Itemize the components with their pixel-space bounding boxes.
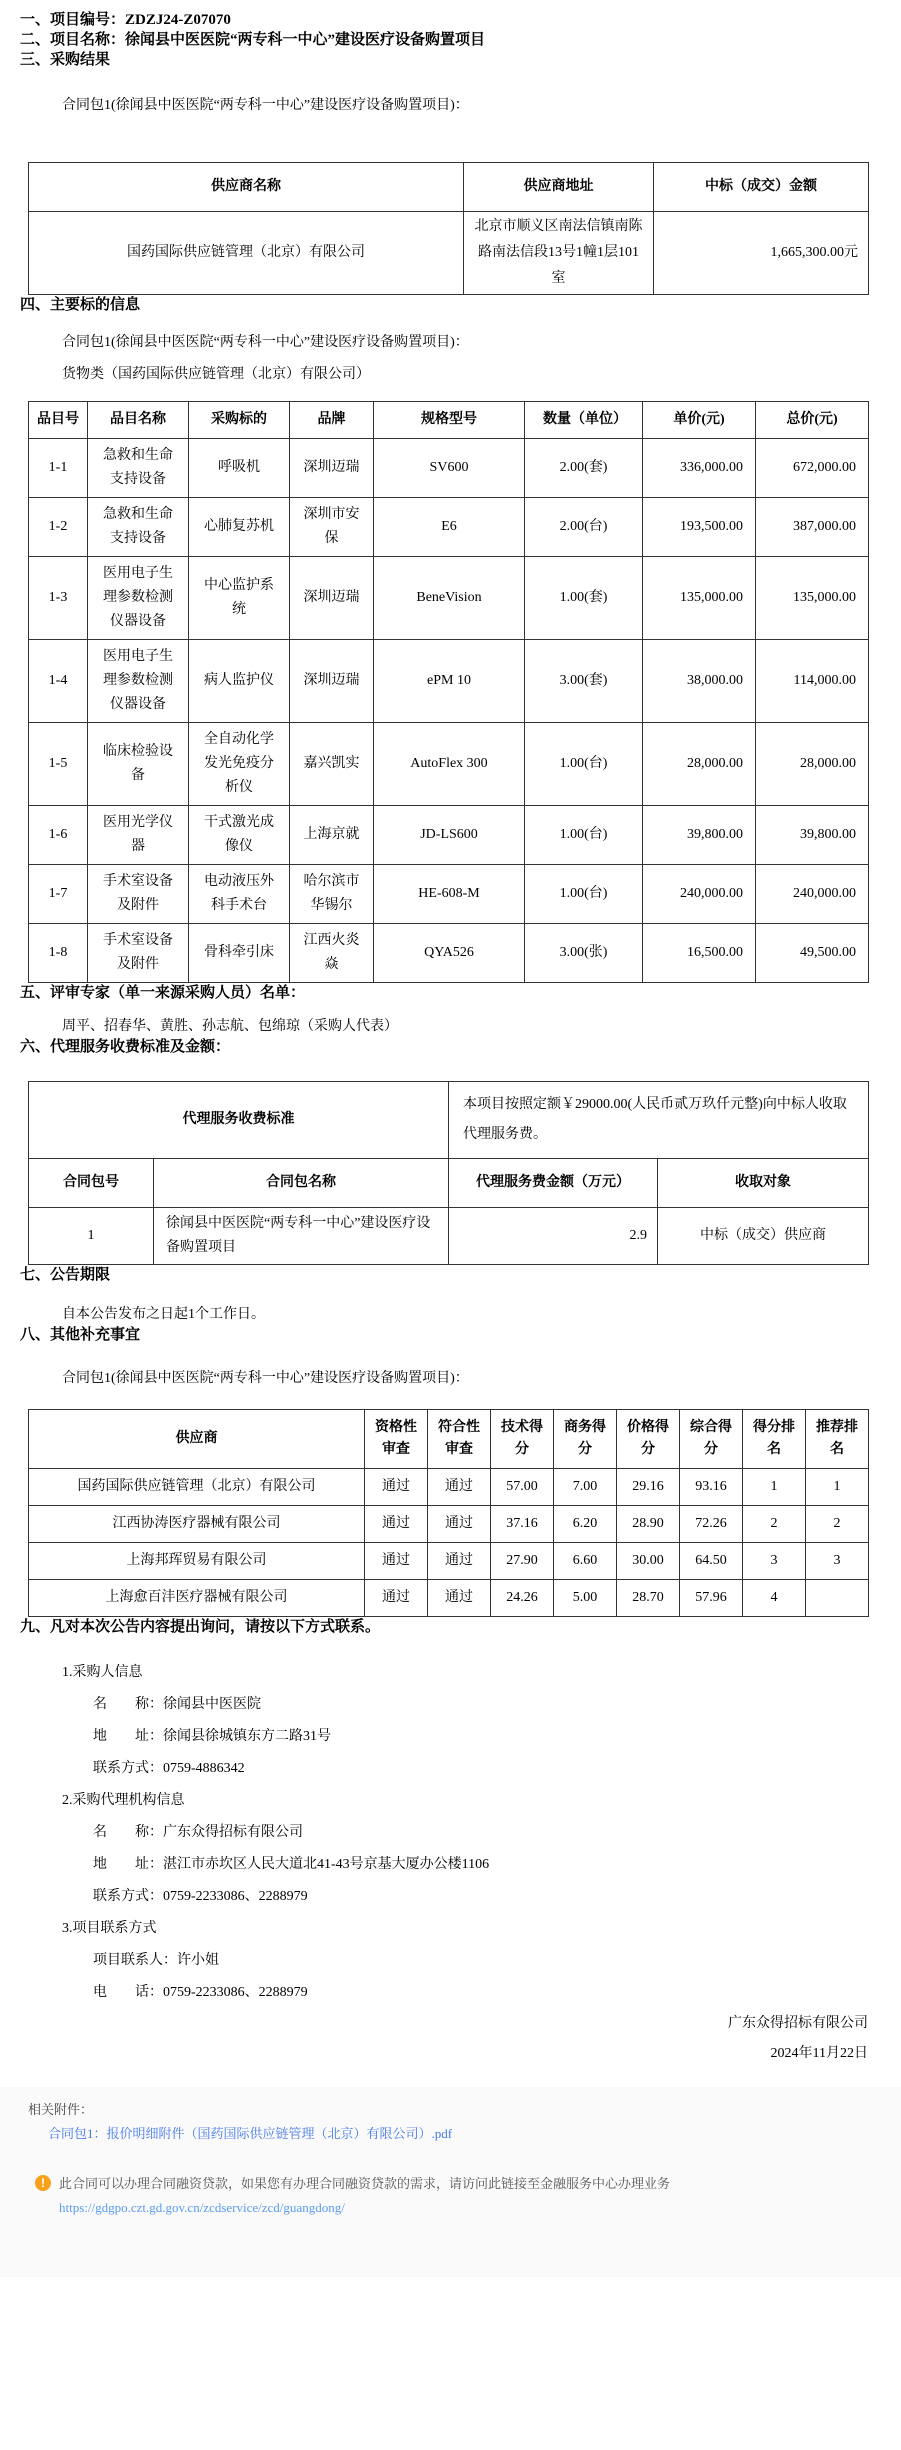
items-col-brand: 品牌: [290, 402, 374, 439]
table-cell: 37.16: [491, 1506, 554, 1543]
table-cell: ePM 10: [374, 640, 525, 723]
items-col-subject: 采购标的: [189, 402, 290, 439]
table-cell: 2: [806, 1506, 869, 1543]
table-cell: 国药国际供应链管理（北京）有限公司: [29, 1469, 365, 1506]
items-col-unit-price: 单价(元): [643, 402, 756, 439]
table-cell: 6.20: [554, 1506, 617, 1543]
project-contact-person-line: 项目联系人：许小姐: [93, 1953, 219, 1968]
supplier-name-cell: 国药国际供应链管理（北京）有限公司: [29, 212, 464, 295]
score-col-supplier: 供应商: [29, 1410, 365, 1469]
finance-service-link[interactable]: https://gdgpo.czt.gd.gov.cn/zcdservice/zcd/guangdong/: [59, 2200, 345, 2215]
agency-col-package-name: 合同包名称: [154, 1159, 449, 1208]
table-cell: 手术室设备及附件: [88, 865, 189, 924]
table-cell: 心肺复苏机: [189, 498, 290, 557]
table-cell: [806, 1580, 869, 1617]
table-cell: 骨科牵引床: [189, 924, 290, 983]
table-cell: 通过: [428, 1506, 491, 1543]
table-cell: 7.00: [554, 1469, 617, 1506]
table-cell: 通过: [428, 1469, 491, 1506]
section-2-project-name: 二、项目名称：徐闻县中医医院“两专科一中心”建设医疗设备购置项目: [20, 32, 486, 48]
table-cell: 57.96: [680, 1580, 743, 1617]
score-col-technical-score: 技术得分: [491, 1410, 554, 1469]
table-row: [29, 557, 869, 640]
table-cell: 呼吸机: [189, 439, 290, 498]
table-cell: AutoFlex 300: [374, 723, 525, 806]
table-cell: 64.50: [680, 1543, 743, 1580]
table-cell: 1.00(台): [525, 723, 643, 806]
table-cell: 1-2: [29, 498, 88, 557]
package-name-cell: 徐闻县中医医院“两专科一中心”建设医疗设备购置项目: [154, 1208, 449, 1265]
section-4-category-line: 货物类（国药国际供应链管理（北京）有限公司）: [62, 367, 370, 382]
table-row: [29, 924, 869, 983]
table-cell: 1-7: [29, 865, 88, 924]
table-cell: 4: [743, 1580, 806, 1617]
section-8-title: 八、其他补充事宜: [20, 1327, 141, 1343]
table-cell: 24.26: [491, 1580, 554, 1617]
result-col-supplier-address: 供应商地址: [464, 163, 654, 212]
project-contact-heading: 3.项目联系方式: [62, 1921, 157, 1936]
agency-fee-standard-row: [29, 1082, 869, 1159]
table-cell: 135,000.00: [643, 557, 756, 640]
table-cell: QYA526: [374, 924, 525, 983]
table-cell: 2.00(台): [525, 498, 643, 557]
fee-amount-cell: 2.9: [449, 1208, 658, 1265]
section-5-title: 五、评审专家（单一来源采购人员）名单：: [20, 985, 306, 1001]
table-cell: 1-3: [29, 557, 88, 640]
result-col-supplier-name: 供应商名称: [29, 163, 464, 212]
score-table-body: [29, 1469, 869, 1617]
items-col-item-name: 品目名称: [88, 402, 189, 439]
attachment-link[interactable]: 合同包1：报价明细附件（国药国际供应链管理（北京）有限公司）.pdf: [48, 2126, 453, 2141]
table-row: [29, 1580, 869, 1617]
table-row: [29, 498, 869, 557]
table-cell: 240,000.00: [643, 865, 756, 924]
table-cell: 6.60: [554, 1543, 617, 1580]
table-cell: 27.90: [491, 1543, 554, 1580]
table-cell: 通过: [365, 1580, 428, 1617]
table-cell: 39,800.00: [643, 806, 756, 865]
table-cell: 急救和生命支持设备: [88, 498, 189, 557]
items-table: [28, 401, 869, 983]
table-cell: 全自动化学发光免疫分析仪: [189, 723, 290, 806]
table-cell: 手术室设备及附件: [88, 924, 189, 983]
table-cell: 3: [806, 1543, 869, 1580]
agency-fee-table: [28, 1081, 869, 1265]
table-cell: 上海愈百沣医疗器械有限公司: [29, 1580, 365, 1617]
items-col-total-price: 总价(元): [756, 402, 869, 439]
table-cell: 2: [743, 1506, 806, 1543]
footer-area: [0, 2087, 901, 2277]
section-6-title: 六、代理服务收费标准及金额：: [20, 1039, 231, 1055]
table-cell: 通过: [365, 1506, 428, 1543]
fee-standard-text-cell: 本项目按照定额￥29000.00(人民币贰万玖仟元整)向中标人收取代理服务费。: [449, 1082, 869, 1159]
table-cell: 114,000.00: [756, 640, 869, 723]
items-col-model: 规格型号: [374, 402, 525, 439]
attachments-label: 相关附件：: [28, 2102, 94, 2117]
table-cell: 28,000.00: [756, 723, 869, 806]
table-cell: 672,000.00: [756, 439, 869, 498]
exclamation-icon: !: [35, 2175, 51, 2191]
table-row: [29, 865, 869, 924]
items-col-item-no: 品目号: [29, 402, 88, 439]
table-row: [29, 439, 869, 498]
score-col-qualification-review: 资格性审查: [365, 1410, 428, 1469]
table-cell: 嘉兴凯实: [290, 723, 374, 806]
table-cell: 1: [806, 1469, 869, 1506]
result-col-award-amount: 中标（成交）金额: [654, 163, 869, 212]
table-cell: 急救和生命支持设备: [88, 439, 189, 498]
score-col-business-score: 商务得分: [554, 1410, 617, 1469]
result-table-header-row: [29, 163, 869, 212]
expert-names-line: 周平、招春华、黄胜、孙志航、包绵琼（采购人代表）: [62, 1019, 398, 1034]
table-row: [29, 212, 869, 295]
table-row: [29, 640, 869, 723]
table-cell: 病人监护仪: [189, 640, 290, 723]
table-cell: 1-5: [29, 723, 88, 806]
table-cell: 哈尔滨市华锡尔: [290, 865, 374, 924]
table-cell: 135,000.00: [756, 557, 869, 640]
section-3-title: 三、采购结果: [20, 52, 111, 68]
table-cell: 1.00(套): [525, 557, 643, 640]
agency-col-charged-party: 收取对象: [658, 1159, 869, 1208]
table-cell: 57.00: [491, 1469, 554, 1506]
table-cell: 72.26: [680, 1506, 743, 1543]
score-table-header-row: [29, 1410, 869, 1469]
purchaser-info-heading: 1.采购人信息: [62, 1665, 143, 1680]
table-cell: 通过: [428, 1580, 491, 1617]
table-cell: 1.00(台): [525, 865, 643, 924]
table-cell: 医用电子生理参数检测仪器设备: [88, 640, 189, 723]
agency-address-line: 地 址：湛江市赤坎区人民大道北41-43号京基大厦办公楼1106: [93, 1857, 490, 1872]
table-cell: 93.16: [680, 1469, 743, 1506]
table-cell: 电动液压外科手术台: [189, 865, 290, 924]
table-cell: 49,500.00: [756, 924, 869, 983]
table-cell: 通过: [365, 1543, 428, 1580]
table-cell: 16,500.00: [643, 924, 756, 983]
items-table-header-row: [29, 402, 869, 439]
award-amount-cell: 1,665,300.00元: [654, 212, 869, 295]
supplier-address-cell: 北京市顺义区南法信镇南陈路南法信段13号1幢1层101室: [464, 212, 654, 295]
table-row: [29, 1469, 869, 1506]
table-cell: 1.00(台): [525, 806, 643, 865]
table-cell: 29.16: [617, 1469, 680, 1506]
signature-org: 广东众得招标有限公司: [728, 2016, 868, 2031]
score-col-score-rank: 得分排名: [743, 1410, 806, 1469]
table-row: [29, 1506, 869, 1543]
table-row: [29, 1543, 869, 1580]
fee-standard-label-cell: 代理服务收费标准: [29, 1082, 449, 1159]
table-cell: 28.90: [617, 1506, 680, 1543]
items-table-body: [29, 439, 869, 983]
table-cell: 医用光学仪器: [88, 806, 189, 865]
table-cell: 38,000.00: [643, 640, 756, 723]
table-cell: 通过: [365, 1469, 428, 1506]
table-cell: 30.00: [617, 1543, 680, 1580]
table-cell: 28.70: [617, 1580, 680, 1617]
table-cell: 1-6: [29, 806, 88, 865]
purchaser-contact-line: 联系方式：0759-4886342: [93, 1761, 245, 1776]
table-cell: HE-608-M: [374, 865, 525, 924]
table-cell: 387,000.00: [756, 498, 869, 557]
table-cell: 中心监护系统: [189, 557, 290, 640]
table-cell: 深圳迈瑞: [290, 640, 374, 723]
section-8-package-line: 合同包1(徐闻县中医医院“两专科一中心”建设医疗设备购置项目)：: [62, 1371, 469, 1386]
section-4-package-line: 合同包1(徐闻县中医医院“两专科一中心”建设医疗设备购置项目)：: [62, 335, 469, 350]
table-cell: 临床检验设备: [88, 723, 189, 806]
signature-block: [20, 2009, 868, 2069]
section-1-project-number: 一、项目编号：ZDZJ24-Z07070: [20, 12, 231, 28]
table-cell: 1: [743, 1469, 806, 1506]
table-cell: 上海邦珲贸易有限公司: [29, 1543, 365, 1580]
table-cell: 1-4: [29, 640, 88, 723]
score-table: [28, 1409, 869, 1617]
table-cell: E6: [374, 498, 525, 557]
section-9-title: 九、凡对本次公告内容提出询问，请按以下方式联系。: [20, 1619, 381, 1635]
table-cell: 2.00(套): [525, 439, 643, 498]
table-row: [29, 1208, 869, 1265]
section-7-title: 七、公告期限: [20, 1267, 111, 1283]
table-cell: 医用电子生理参数检测仪器设备: [88, 557, 189, 640]
table-cell: 深圳迈瑞: [290, 439, 374, 498]
score-col-price-score: 价格得分: [617, 1410, 680, 1469]
contact-info-block: [20, 1657, 868, 2009]
project-contact-phone-line: 电 话：0759-2233086、2288979: [93, 1985, 308, 2000]
agency-col-fee-amount: 代理服务费金额（万元）: [449, 1159, 658, 1208]
table-cell: 193,500.00: [643, 498, 756, 557]
table-cell: 干式激光成像仪: [189, 806, 290, 865]
agency-name-line: 名 称：广东众得招标有限公司: [93, 1825, 303, 1840]
agency-col-package-no: 合同包号: [29, 1159, 154, 1208]
table-cell: 上海京就: [290, 806, 374, 865]
table-cell: 深圳迈瑞: [290, 557, 374, 640]
announcement-period-line: 自本公告发布之日起1个工作日。: [62, 1307, 265, 1322]
charged-party-cell: 中标（成交）供应商: [658, 1208, 869, 1265]
purchaser-address-line: 地 址：徐闻县徐城镇东方二路31号: [93, 1729, 331, 1744]
table-cell: 240,000.00: [756, 865, 869, 924]
table-cell: 1-8: [29, 924, 88, 983]
score-col-total-score: 综合得分: [680, 1410, 743, 1469]
table-cell: 39,800.00: [756, 806, 869, 865]
purchaser-name-line: 名 称：徐闻县中医医院: [93, 1697, 261, 1712]
agency-contact-line: 联系方式：0759-2233086、2288979: [93, 1889, 308, 1904]
table-cell: JD-LS600: [374, 806, 525, 865]
table-cell: 3: [743, 1543, 806, 1580]
table-cell: BeneVision: [374, 557, 525, 640]
table-cell: 深圳市安保: [290, 498, 374, 557]
table-cell: 28,000.00: [643, 723, 756, 806]
agency-info-heading: 2.采购代理机构信息: [62, 1793, 185, 1808]
section-3-package-line: 合同包1(徐闻县中医医院“两专科一中心”建设医疗设备购置项目)：: [62, 98, 469, 113]
package-no-cell: 1: [29, 1208, 154, 1265]
table-row: [29, 723, 869, 806]
score-col-recommend-rank: 推荐排名: [806, 1410, 869, 1469]
table-cell: 江西协涛医疗器械有限公司: [29, 1506, 365, 1543]
table-cell: 3.00(张): [525, 924, 643, 983]
table-row: [29, 806, 869, 865]
table-cell: 江西火炎焱: [290, 924, 374, 983]
table-cell: 3.00(套): [525, 640, 643, 723]
table-cell: 通过: [428, 1543, 491, 1580]
items-col-quantity: 数量（单位）: [525, 402, 643, 439]
table-cell: 5.00: [554, 1580, 617, 1617]
finance-notice: [0, 2175, 901, 2193]
table-cell: 1-1: [29, 439, 88, 498]
finance-notice-text: 此合同可以办理合同融资贷款，如果您有办理合同融资贷款的需求，请访问此链接至金融服务中心办理业务: [59, 2176, 671, 2191]
section-4-title: 四、主要标的信息: [20, 297, 141, 313]
signature-date: 2024年11月22日: [770, 2046, 868, 2061]
table-cell: SV600: [374, 439, 525, 498]
agency-fee-header-row: [29, 1159, 869, 1208]
score-col-conformity-review: 符合性审查: [428, 1410, 491, 1469]
result-table: [28, 162, 869, 295]
table-cell: 336,000.00: [643, 439, 756, 498]
